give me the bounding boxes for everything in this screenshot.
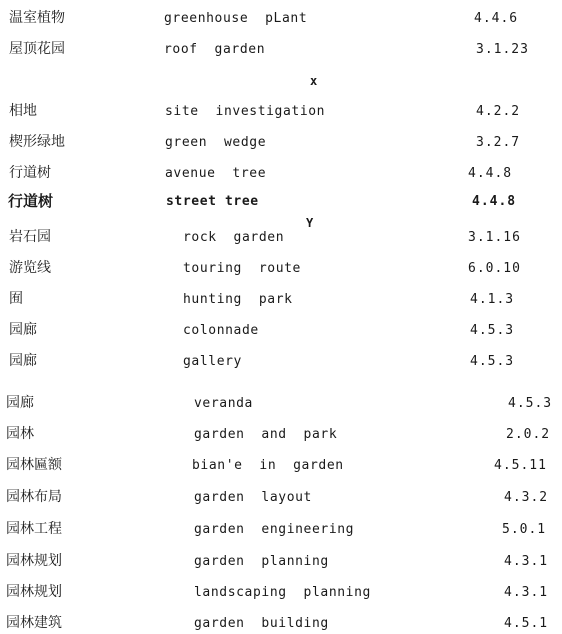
entry-chinese-term: 屋顶花园 <box>9 41 65 57</box>
entry-english-term: veranda <box>194 396 253 411</box>
entry-english-term: garden building <box>194 616 329 631</box>
entry-english-term: rock garden <box>183 230 285 245</box>
entry-clause-number: 4.4.8 <box>468 166 513 181</box>
entry-clause-number: 5.0.1 <box>502 522 547 537</box>
entry-clause-number: 4.5.11 <box>494 458 547 473</box>
entry-clause-number: 6.0.10 <box>468 261 521 276</box>
entry-chinese-term: 园廊 <box>9 353 37 369</box>
entry-english-term: site investigation <box>165 104 326 119</box>
entry-chinese-term: 园廊 <box>9 322 37 338</box>
entry-chinese-term: 囿 <box>9 291 23 307</box>
entry-chinese-term: 园林规划 <box>6 584 62 600</box>
entry-english-term: garden and park <box>194 427 338 442</box>
entry-english-term: garden planning <box>194 554 329 569</box>
entry-chinese-term: 岩石园 <box>9 229 51 245</box>
entry-chinese-term: 园林建筑 <box>6 615 62 631</box>
entry-clause-number: 4.5.3 <box>470 323 515 338</box>
entry-chinese-term: 园林布局 <box>6 489 62 505</box>
entry-english-term: gallery <box>183 354 242 369</box>
entry-english-term: hunting park <box>183 292 293 307</box>
entry-chinese-term: 园林工程 <box>6 521 62 537</box>
entry-english-term: bian'e in garden <box>192 458 344 473</box>
entry-clause-number: 4.3.1 <box>504 554 549 569</box>
entry-clause-number: 4.1.3 <box>470 292 515 307</box>
entry-clause-number: 4.5.3 <box>470 354 515 369</box>
entry-chinese-term: 园廊 <box>6 395 34 411</box>
entry-clause-number: 4.3.1 <box>504 585 549 600</box>
entry-chinese-term: 行道树 <box>8 192 54 210</box>
entry-clause-number: 2.0.2 <box>506 427 551 442</box>
entry-chinese-term: 行道树 <box>9 165 51 181</box>
entry-english-term: touring route <box>183 261 301 276</box>
entry-clause-number: 4.5.3 <box>508 396 553 411</box>
entry-english-term: roof garden <box>164 42 266 57</box>
section-letter-y: Y <box>306 216 314 230</box>
entry-clause-number: 3.1.16 <box>468 230 521 245</box>
entry-chinese-term: 相地 <box>9 103 37 119</box>
entry-clause-number: 4.3.2 <box>504 490 549 505</box>
entry-english-term: green wedge <box>165 135 267 150</box>
entry-clause-number: 4.5.1 <box>504 616 549 631</box>
entry-english-term: avenue tree <box>165 166 267 181</box>
entry-chinese-term: 温室植物 <box>9 10 65 26</box>
entry-english-term: landscaping planning <box>194 585 371 600</box>
entry-clause-number: 4.4.8 <box>472 194 517 209</box>
entry-clause-number: 4.2.2 <box>476 104 521 119</box>
entry-english-term: garden layout <box>194 490 312 505</box>
entry-clause-number: 3.1.23 <box>476 42 529 57</box>
section-letter-x: x <box>310 74 318 88</box>
entry-english-term: street tree <box>166 194 259 209</box>
entry-english-term: colonnade <box>183 323 259 338</box>
entry-clause-number: 3.2.7 <box>476 135 521 150</box>
entry-english-term: greenhouse pLant <box>164 11 308 26</box>
entry-chinese-term: 园林 <box>6 426 34 442</box>
entry-chinese-term: 园林匾额 <box>6 457 62 473</box>
entry-chinese-term: 游览线 <box>9 260 51 276</box>
entry-chinese-term: 园林规划 <box>6 553 62 569</box>
entry-chinese-term: 楔形绿地 <box>9 134 65 150</box>
entry-clause-number: 4.4.6 <box>474 11 519 26</box>
entry-english-term: garden engineering <box>194 522 355 537</box>
